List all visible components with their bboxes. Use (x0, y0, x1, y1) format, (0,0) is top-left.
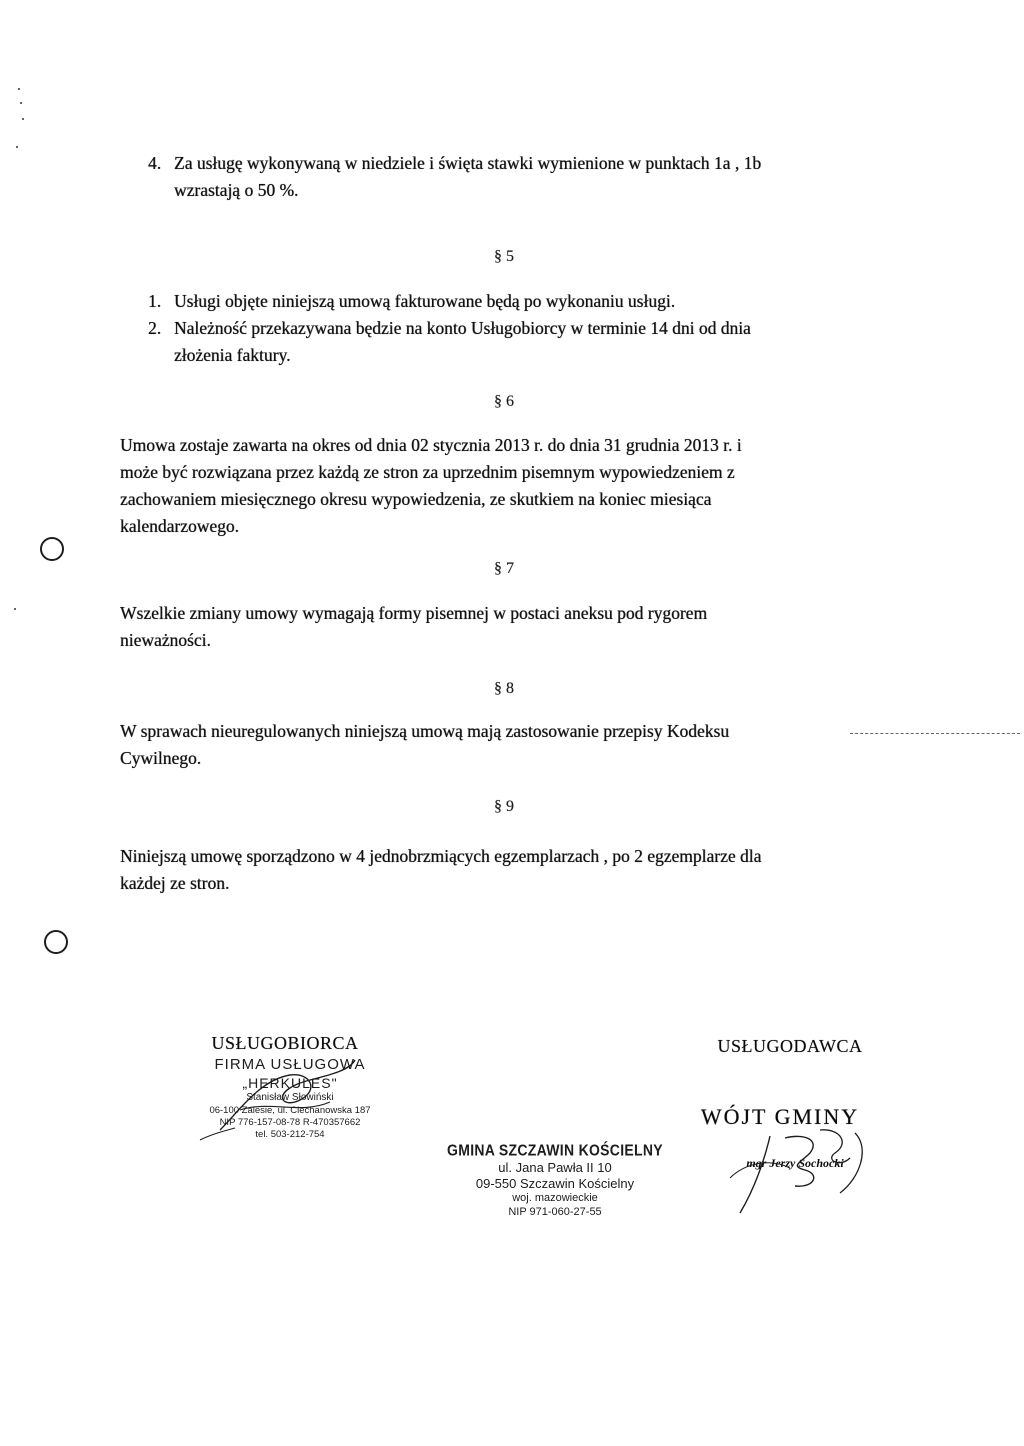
item-text: złożenia faktury. (174, 345, 291, 365)
scan-speck (22, 118, 24, 120)
text-line: Niniejszą umowę sporządzono w 4 jednobrzmiących egzemplarzach , po 2 egzemplarze dla (120, 846, 762, 866)
item-text: Usługi objęte niniejszą umową fakturowane będą po wykonaniu usługi. (174, 291, 676, 311)
section-5-item-1 (148, 288, 675, 315)
stamp-line: Stanisław Słowiński (246, 1092, 334, 1104)
stamp-line: woj. mazowieckie (512, 1192, 598, 1204)
punch-hole-bottom (44, 930, 68, 954)
text-line: może być rozwiązana przez każdą ze stron za uprzednim pisemnym wypowiedzeniem z (120, 462, 735, 482)
provider-signature (710, 1118, 880, 1228)
text-line: Umowa zostaje zawarta na okres od dnia 02 stycznia 2013 r. do dnia 31 grudnia 2013 r. i (120, 435, 742, 455)
wojt-name: mgr Jerzy Sochocki (746, 1156, 844, 1170)
provider-title: USŁUGODAWCA (717, 1036, 863, 1056)
municipality-stamp (430, 1142, 680, 1220)
point-number: 4. (148, 153, 162, 173)
section-heading-7: § 7 (494, 560, 514, 577)
text-line: każdej ze stron. (120, 873, 230, 893)
item-number: 2. (148, 318, 162, 338)
text-line: W sprawach nieuregulowanych niniejszą umową mają zastosowanie przepisy Kodeksu (120, 721, 730, 741)
section-7-text (120, 600, 707, 654)
section-heading-8: § 8 (494, 680, 514, 697)
text-line: kalendarzowego. (120, 516, 240, 536)
item-number: 1. (148, 291, 162, 311)
wojt-office: WÓJT GMINY (700, 1104, 860, 1129)
punch-hole-top (40, 537, 64, 561)
stamp-line: FIRMA USŁUGOWA (214, 1056, 366, 1073)
section-8-text (120, 718, 729, 772)
client-title: USŁUGOBIORCA (211, 1033, 359, 1053)
scan-speck (20, 102, 22, 104)
section-5-item-2 (148, 315, 751, 369)
client-signature (180, 1040, 380, 1150)
stamp-line: 06-100 Zalesie, ul. Ciechanowska 187 (209, 1104, 371, 1116)
text-line: nieważności. (120, 630, 211, 650)
text-line: Wszelkie zmiany umowy wymagają formy pisemnej w postaci aneksu pod rygorem (120, 603, 708, 623)
stamp-line: NIP 971-060-27-55 (508, 1205, 602, 1218)
scan-speck (14, 608, 16, 610)
section-heading-5: § 5 (494, 248, 514, 265)
section-heading-9: § 9 (494, 798, 514, 815)
stamp-line: GMINA SZCZAWIN KOŚCIELNY (447, 1140, 663, 1160)
signature-block-provider (690, 1036, 890, 1057)
stamp-line: tel. 503-212-754 (255, 1128, 325, 1140)
stamp-line: „HERKULES" (242, 1074, 338, 1091)
point-text: Za usługę wykonywaną w niedziele i święta stawki wymienione w punktach 1a , 1b (174, 153, 762, 173)
stamp-line: ul. Jana Pawła II 10 (498, 1159, 612, 1175)
point-text: wzrastają o 50 %. (174, 180, 299, 200)
scan-speck (16, 146, 18, 148)
text-line: Cywilnego. (120, 748, 202, 768)
section-heading-6: § 6 (494, 393, 514, 410)
point-4 (148, 150, 761, 204)
item-text: Należność przekazywana będzie na konto Usługobiorcy w terminie 14 dni od dnia (174, 318, 751, 338)
dashed-line (850, 733, 1020, 734)
stamp-line: NIP 776-157-08-78 R-470357662 (219, 1116, 361, 1128)
section-6-text (120, 432, 742, 540)
scan-speck (18, 88, 20, 90)
text-line: zachowaniem miesięcznego okresu wypowiedzenia, ze skutkiem na koniec miesiąca (120, 489, 712, 509)
section-9-text (120, 843, 761, 897)
stamp-line: 09-550 Szczawin Kościelny (475, 1175, 635, 1191)
